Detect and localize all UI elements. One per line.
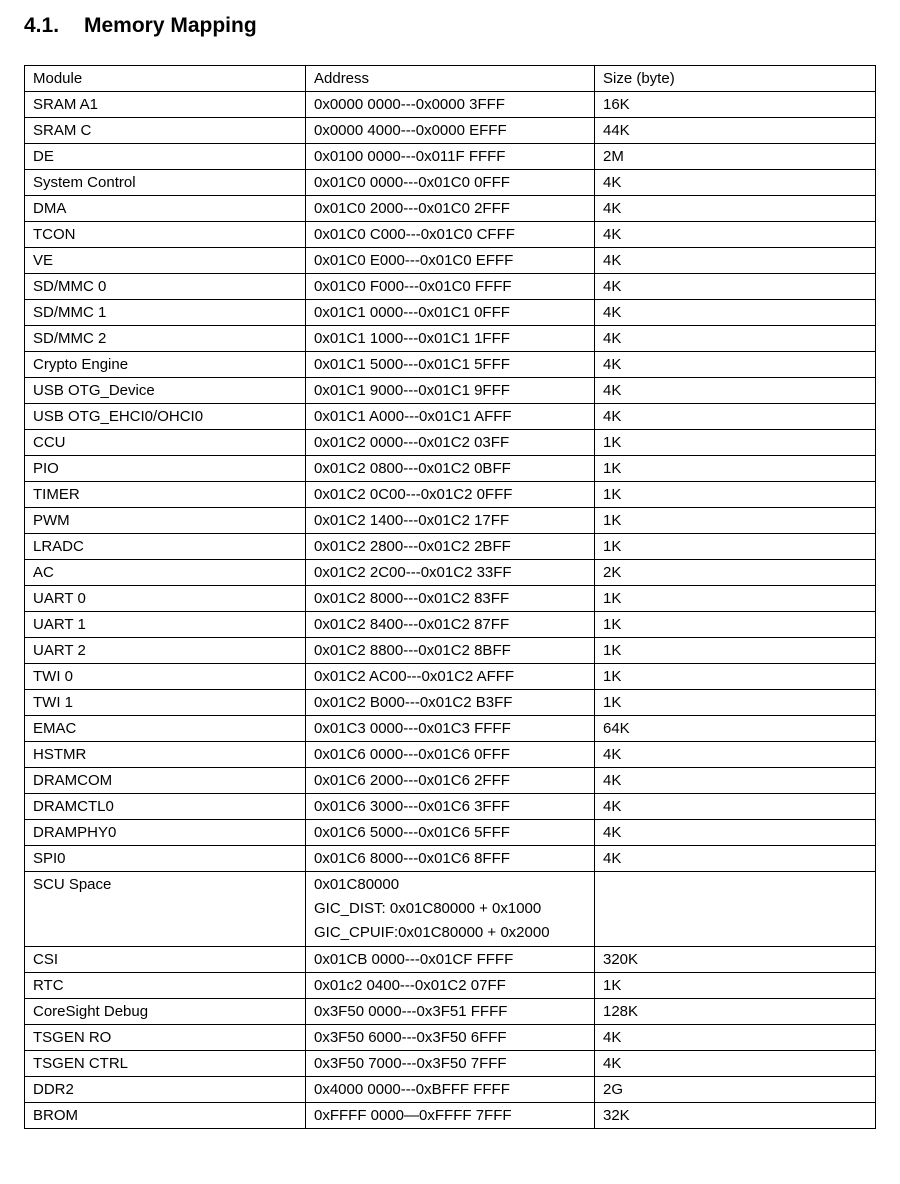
- cell-module: DRAMPHY0: [25, 820, 306, 846]
- cell-size: 1K: [595, 690, 876, 716]
- memory-map-table: [24, 65, 876, 1129]
- cell-address: 0x01C2 8400---0x01C2 87FF: [306, 612, 595, 638]
- table-row-scu-space: [25, 872, 876, 947]
- cell-module: USB OTG_EHCI0/OHCI0: [25, 404, 306, 430]
- cell-size: 2K: [595, 560, 876, 586]
- cell-module: CCU: [25, 430, 306, 456]
- cell-size: 4K: [595, 248, 876, 274]
- cell-size: [595, 872, 876, 947]
- table-row: [25, 508, 876, 534]
- cell-module: TIMER: [25, 482, 306, 508]
- table-row: [25, 947, 876, 973]
- table-row: [25, 612, 876, 638]
- cell-module: SRAM A1: [25, 92, 306, 118]
- cell-module: Crypto Engine: [25, 352, 306, 378]
- cell-address: 0x01C1 A000---0x01C1 AFFF: [306, 404, 595, 430]
- cell-size: 4K: [595, 222, 876, 248]
- cell-address: 0x01C2 8800---0x01C2 8BFF: [306, 638, 595, 664]
- table-row: [25, 586, 876, 612]
- cell-address: 0x3F50 6000---0x3F50 6FFF: [306, 1025, 595, 1051]
- cell-size: 1K: [595, 612, 876, 638]
- column-header-address: Address: [306, 66, 595, 92]
- cell-address: 0x01C1 0000---0x01C1 0FFF: [306, 300, 595, 326]
- cell-address: 0x01C2 1400---0x01C2 17FF: [306, 508, 595, 534]
- cell-address: 0x0100 0000---0x011F FFFF: [306, 144, 595, 170]
- cell-address: 0x01C0 0000---0x01C0 0FFF: [306, 170, 595, 196]
- cell-address: 0x01C2 0C00---0x01C2 0FFF: [306, 482, 595, 508]
- cell-module: TSGEN CTRL: [25, 1051, 306, 1077]
- cell-address: 0xFFFF 0000—0xFFFF 7FFF: [306, 1103, 595, 1129]
- table-row: [25, 326, 876, 352]
- cell-size: 64K: [595, 716, 876, 742]
- cell-address: 0x0000 4000---0x0000 EFFF: [306, 118, 595, 144]
- cell-size: 4K: [595, 274, 876, 300]
- cell-module: BROM: [25, 1103, 306, 1129]
- table-row: [25, 300, 876, 326]
- cell-address: 0x0000 0000---0x0000 3FFF: [306, 92, 595, 118]
- cell-address: 0x01C3 0000---0x01C3 FFFF: [306, 716, 595, 742]
- table-row: [25, 404, 876, 430]
- cell-address: 0x3F50 7000---0x3F50 7FFF: [306, 1051, 595, 1077]
- table-row: [25, 1025, 876, 1051]
- cell-address: 0x01C1 9000---0x01C1 9FFF: [306, 378, 595, 404]
- cell-module: PWM: [25, 508, 306, 534]
- table-row: [25, 690, 876, 716]
- cell-size: 4K: [595, 378, 876, 404]
- cell-module: USB OTG_Device: [25, 378, 306, 404]
- cell-address: 0x01C0 C000---0x01C0 CFFF: [306, 222, 595, 248]
- cell-size: 1K: [595, 482, 876, 508]
- cell-size: 32K: [595, 1103, 876, 1129]
- cell-address: 0x01C0 2000---0x01C0 2FFF: [306, 196, 595, 222]
- cell-size: 128K: [595, 999, 876, 1025]
- cell-module: DRAMCTL0: [25, 794, 306, 820]
- table-row: [25, 768, 876, 794]
- table-row: [25, 248, 876, 274]
- cell-module: UART 2: [25, 638, 306, 664]
- cell-size: 4K: [595, 1025, 876, 1051]
- cell-size: 1K: [595, 973, 876, 999]
- table-header-row: [25, 66, 876, 92]
- cell-module: PIO: [25, 456, 306, 482]
- table-row: [25, 1103, 876, 1129]
- table-row: [25, 170, 876, 196]
- cell-address: 0x01C6 5000---0x01C6 5FFF: [306, 820, 595, 846]
- section-heading: [24, 14, 257, 38]
- cell-module: UART 0: [25, 586, 306, 612]
- table-body-after: [25, 947, 876, 1129]
- column-header-size: Size (byte): [595, 66, 876, 92]
- cell-size: 320K: [595, 947, 876, 973]
- cell-size: 2M: [595, 144, 876, 170]
- cell-module: VE: [25, 248, 306, 274]
- cell-size: 4K: [595, 352, 876, 378]
- table-row: [25, 456, 876, 482]
- section-title: Memory Mapping: [84, 14, 257, 37]
- cell-address: 0x01C2 2C00---0x01C2 33FF: [306, 560, 595, 586]
- cell-size: 4K: [595, 196, 876, 222]
- cell-module: SRAM C: [25, 118, 306, 144]
- cell-size: 2G: [595, 1077, 876, 1103]
- cell-address: 0x01C6 3000---0x01C6 3FFF: [306, 794, 595, 820]
- cell-address: 0x01C2 0800---0x01C2 0BFF: [306, 456, 595, 482]
- table-row: [25, 352, 876, 378]
- table-row: [25, 820, 876, 846]
- cell-address: 0x01C0 F000---0x01C0 FFFF: [306, 274, 595, 300]
- cell-size: 4K: [595, 820, 876, 846]
- cell-size: 1K: [595, 638, 876, 664]
- cell-size: 1K: [595, 456, 876, 482]
- cell-module: TCON: [25, 222, 306, 248]
- cell-module: UART 1: [25, 612, 306, 638]
- cell-module: RTC: [25, 973, 306, 999]
- cell-module: TWI 0: [25, 664, 306, 690]
- cell-address: 0x3F50 0000---0x3F51 FFFF: [306, 999, 595, 1025]
- cell-address: [306, 872, 595, 947]
- gic-dist-address: GIC_DIST: 0x01C80000 + 0x1000: [314, 900, 542, 917]
- cell-size: 4K: [595, 768, 876, 794]
- table-row: [25, 716, 876, 742]
- cell-module: System Control: [25, 170, 306, 196]
- cell-module: DRAMCOM: [25, 768, 306, 794]
- table-row: [25, 144, 876, 170]
- table-row: [25, 1051, 876, 1077]
- cell-size: 1K: [595, 664, 876, 690]
- cell-size: 4K: [595, 326, 876, 352]
- cell-address: 0x01c2 0400---0x01C2 07FF: [306, 973, 595, 999]
- cell-module: LRADC: [25, 534, 306, 560]
- table-row: [25, 196, 876, 222]
- table-row: [25, 534, 876, 560]
- cell-module: SPI0: [25, 846, 306, 872]
- section-number: 4.1.: [24, 14, 60, 37]
- cell-module: AC: [25, 560, 306, 586]
- cell-module: CoreSight Debug: [25, 999, 306, 1025]
- cell-size: 1K: [595, 430, 876, 456]
- cell-module: DE: [25, 144, 306, 170]
- cell-module: SD/MMC 0: [25, 274, 306, 300]
- cell-address: 0x01C1 1000---0x01C1 1FFF: [306, 326, 595, 352]
- cell-size: 4K: [595, 742, 876, 768]
- cell-module: SD/MMC 1: [25, 300, 306, 326]
- table-row: [25, 378, 876, 404]
- cell-address: 0x4000 0000---0xBFFF FFFF: [306, 1077, 595, 1103]
- cell-address: 0x01C2 8000---0x01C2 83FF: [306, 586, 595, 612]
- cell-address: 0x01C1 5000---0x01C1 5FFF: [306, 352, 595, 378]
- cell-size: 1K: [595, 586, 876, 612]
- cell-module: SCU Space: [25, 872, 306, 947]
- table-row: [25, 1077, 876, 1103]
- cell-size: 16K: [595, 92, 876, 118]
- table-row: [25, 430, 876, 456]
- cell-module: DMA: [25, 196, 306, 222]
- table-row: [25, 222, 876, 248]
- cell-size: 1K: [595, 534, 876, 560]
- cell-module: CSI: [25, 947, 306, 973]
- cell-size: 4K: [595, 1051, 876, 1077]
- cell-address: 0x01C2 AC00---0x01C2 AFFF: [306, 664, 595, 690]
- table-row: [25, 973, 876, 999]
- cell-address: 0x01C2 B000---0x01C2 B3FF: [306, 690, 595, 716]
- table-row: [25, 482, 876, 508]
- cell-module: SD/MMC 2: [25, 326, 306, 352]
- table-row: [25, 846, 876, 872]
- cell-size: 4K: [595, 846, 876, 872]
- cell-address: 0x01C6 2000---0x01C6 2FFF: [306, 768, 595, 794]
- table-row: [25, 118, 876, 144]
- scu-base-address: 0x01C80000: [314, 876, 400, 893]
- cell-address: 0x01C6 8000---0x01C6 8FFF: [306, 846, 595, 872]
- cell-address: 0x01C2 0000---0x01C2 03FF: [306, 430, 595, 456]
- cell-module: TSGEN RO: [25, 1025, 306, 1051]
- table-row: [25, 794, 876, 820]
- cell-address: 0x01C0 E000---0x01C0 EFFF: [306, 248, 595, 274]
- table-row: [25, 664, 876, 690]
- cell-module: DDR2: [25, 1077, 306, 1103]
- cell-size: 4K: [595, 794, 876, 820]
- cell-size: 4K: [595, 170, 876, 196]
- cell-address: 0x01C2 2800---0x01C2 2BFF: [306, 534, 595, 560]
- cell-size: 44K: [595, 118, 876, 144]
- column-header-module: Module: [25, 66, 306, 92]
- table-body: [25, 92, 876, 872]
- table-body-scu: [25, 872, 876, 947]
- cell-module: HSTMR: [25, 742, 306, 768]
- cell-module: TWI 1: [25, 690, 306, 716]
- cell-size: 1K: [595, 508, 876, 534]
- table-row: [25, 742, 876, 768]
- table-row: [25, 999, 876, 1025]
- table-row: [25, 92, 876, 118]
- cell-address: 0x01CB 0000---0x01CF FFFF: [306, 947, 595, 973]
- cell-module: EMAC: [25, 716, 306, 742]
- table-row: [25, 560, 876, 586]
- cell-address: 0x01C6 0000---0x01C6 0FFF: [306, 742, 595, 768]
- gic-cpuif-address: GIC_CPUIF:0x01C80000 + 0x2000: [314, 924, 550, 941]
- cell-size: 4K: [595, 300, 876, 326]
- table-row: [25, 274, 876, 300]
- cell-size: 4K: [595, 404, 876, 430]
- table-row: [25, 638, 876, 664]
